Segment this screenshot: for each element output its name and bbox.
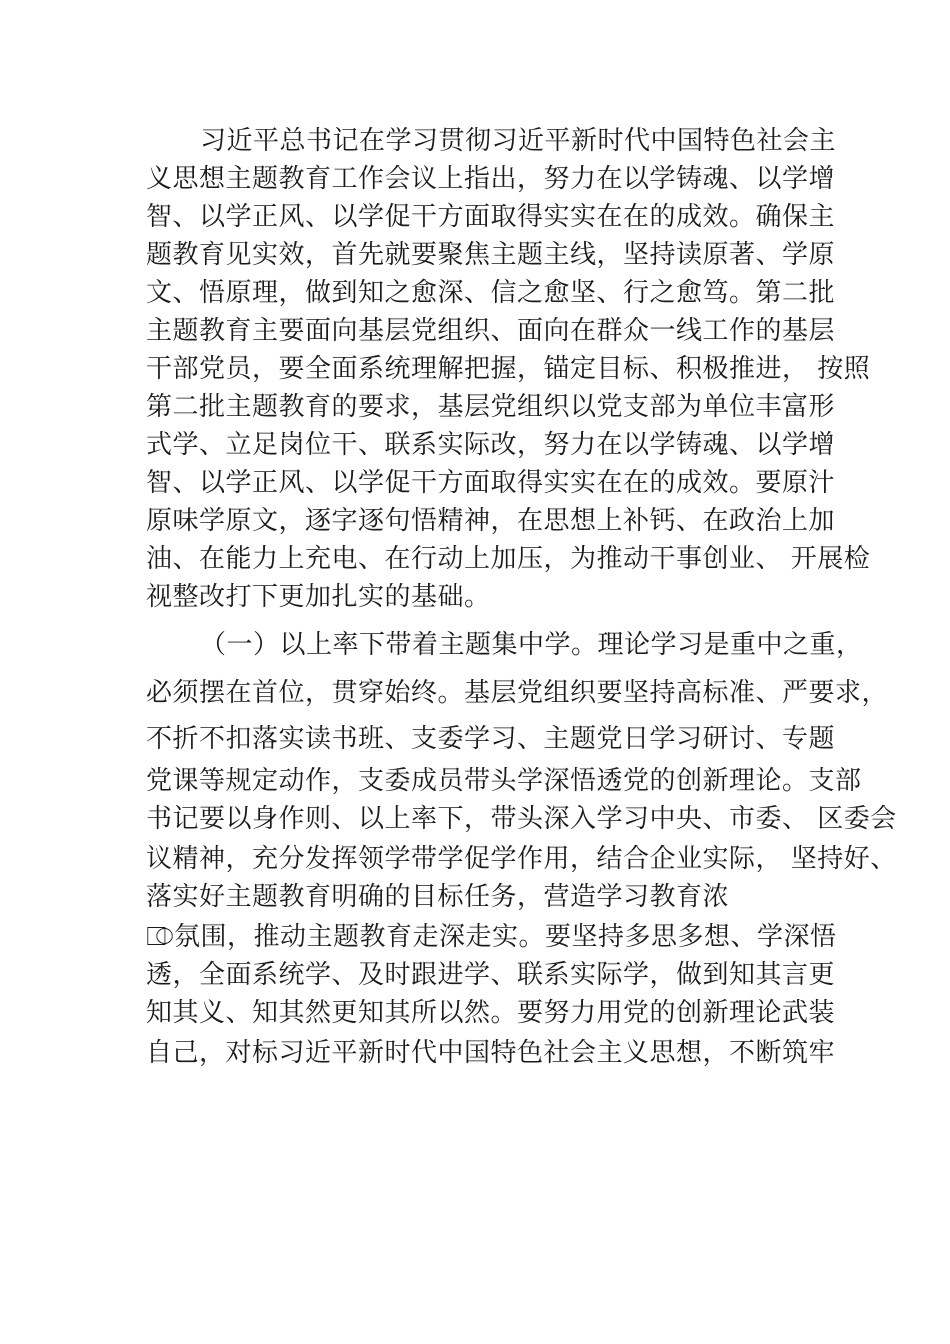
paragraph-2-line-9: 透，全面系统学、及时跟进学、联系实际学，做到知其言更 — [146, 960, 836, 990]
paragraph-1-line-2: 义思想主题教育工作会议上指出，努力在以学铸魂、以学增 — [146, 164, 836, 194]
paragraph-1-line-13: 视整改打下更加扎实的基础。 — [146, 582, 491, 612]
paragraph-1-line-5: 文、悟原理，做到知之愈深、信之愈坚、行之愈笃。第二批 — [146, 278, 836, 308]
paragraph-2-line-5: 书记要以身作则、以上率下，带头深入学习中央、市委、 区委会 — [146, 804, 897, 834]
paragraph-2-line-11: 自己，对标习近平新时代中国特色社会主义思想，不断筑牢 — [146, 1038, 836, 1068]
paragraph-1-line-9: 式学、立足岗位干、联系实际改，努力在以学铸魂、以学增 — [146, 430, 836, 460]
paragraph-2-line-4: 党课等规定动作，支委成员带头学深悟透党的创新理论。支部 — [146, 766, 862, 796]
paragraph-2-line-1: （一）以上率下带着主题集中学。理论学习是重中之重， — [200, 630, 863, 660]
paragraph-2-line-10: 知其义、知其然更知其所以然。要努力用党的创新理论武装 — [146, 998, 836, 1028]
paragraph-1-line-7: 干部党员，要全面系统理解把握，锚定目标、积极推进， 按照 — [146, 354, 871, 384]
paragraph-2-line-7: 落实好主题教育明确的目标任务，营造学习教育浓 — [146, 882, 730, 912]
paragraph-1-line-8: 第二批主题教育的要求，基层党组织以党支部为单位丰富形 — [146, 392, 836, 422]
paragraph-1-line-1: 习近平总书记在学习贯彻习近平新时代中国特色社会主 — [200, 126, 837, 156]
paragraph-2-line-3: 不折不扣落实读书班、支委学习、主题党日学习研讨、专题 — [146, 724, 836, 754]
paragraph-1-line-12: 油、在能力上充电、在行动上加压，为推动干事创业、 开展检 — [146, 544, 871, 574]
paragraph-2-line-6: 议精神，充分发挥领学带学促学作用，结合企业实际， 坚持好、 — [146, 844, 897, 874]
paragraph-2-line-2: 必须摆在首位，贯穿始终。基层党组织要坚持高标准、严要求， — [146, 678, 889, 708]
paragraph-2-line-8: ⎄氛围，推动主题教育走深走实。要坚持多思多想、学深悟 — [146, 922, 837, 952]
paragraph-1-line-4: 题教育见实效，首先就要聚焦主题主线，坚持读原著、学原 — [146, 240, 836, 270]
paragraph-1-line-11: 原味学原文，逐字逐句悟精神，在思想上补钙、在政治上加 — [146, 506, 836, 536]
paragraph-1-line-10: 智、以学正风、以学促干方面取得实实在在的成效。要原汁 — [146, 468, 836, 498]
paragraph-1-line-3: 智、以学正风、以学促干方面取得实实在在的成效。确保主 — [146, 202, 836, 232]
paragraph-1-line-6: 主题教育主要面向基层党组织、面向在群众一线工作的基层 — [146, 316, 836, 346]
